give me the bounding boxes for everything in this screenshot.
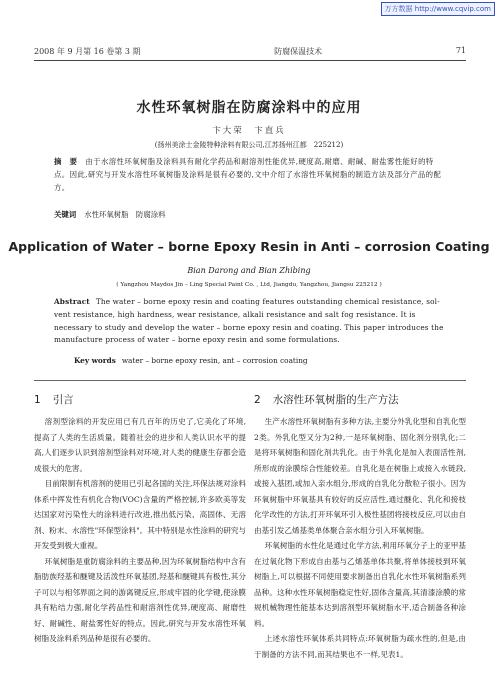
abstract-chinese (54, 155, 448, 194)
section-title: 水溶性环氧树脂的生产方法 (272, 394, 399, 406)
column-left (34, 392, 246, 647)
keywords-english-text: water – borne epoxy resin, ant – corrosion coating (121, 356, 308, 365)
affiliation-chinese: (扬州美涂士金陵特种涂料有限公司,江苏扬州江都 225212) (154, 141, 344, 149)
paragraph: 溶剂型涂料的开发应用已有几百年的历史了,它美化了环境,提高了人类的生活质量。随着社会的进步和人类认识水平的提高,人们逐步认识到溶剂型涂料对环境,对人类的健康生存都会造成很大的危害。 (34, 417, 246, 473)
watermark-badge[interactable]: 万方数据 http://www.cqvip.com (381, 2, 495, 16)
affiliation-english: ( Yangzhou Maydos Jin – Ling Special Paint Co. , Ltd, Jiangdu, Yangzhou, Jiangsu 225212 ) (116, 282, 382, 288)
keywords-chinese-label: 关键词 (54, 210, 77, 219)
page-number: 71 (455, 46, 466, 55)
paragraph: 目前限制有机溶剂的使用已引起各国的关注,环保法规对涂料体系中挥发性有机化合物(VOC)含量的严格控制,许多欧美等发达国家对污染性大的涂料进行改进,推出低污染、高固体、无溶剂、粉末、水溶性"环保型涂料"。其中特别是水性涂料的研究与开发受到极大重视。 (34, 479, 247, 550)
paragraph: 环氧树脂是重防腐涂料的主要品种,因为环氧树脂结构中含有脂肪族羟基和醚键及活泼性环氧基团,羟基和醚键具有极性,其分子可以与相邻界面之间的游离键反应,形成牢固的化学键,使涂膜具有粘结力强,耐化学药品性和耐溶剂性优异,硬度高、耐磨性好、耐碱性、耐盐雾性好的特点。因此,研究与开发水溶性环氧树脂及涂料系列品种是很有必要的。 (34, 556, 246, 643)
abstract-english (54, 296, 448, 347)
keywords-chinese-text: 水性环氧树脂 防腐涂料 (84, 210, 166, 219)
authors-english: Bian Darong and Bian Zhibing (187, 266, 311, 275)
section-number: 1 (34, 394, 41, 406)
section-heading-production-method (254, 392, 466, 408)
section-divider (34, 380, 466, 381)
paragraph: 生产水溶性环氧树脂有多种方法,主要分外乳化型和自乳化型2类。外乳化型又分为2种,一是环氧树脂、固化剂分别乳化;二是将环氧树脂和固化剂共乳化。由于外乳化是加入表面活性剂,所形成的涂膜综合性能较差。自乳化是在树脂上或接入水链段,或接入基团,或加入亲水组分,形成的自乳化分散粒子很小。因为环氧树脂中环氧基具有较好的反应活性,通过醚化、乳化和接枝化学改性的方法,打开环氧环引入极性基团将接枝反应,可以由自由基引发乙烯基类单体聚合亲水组分引入环氧树脂。 (254, 417, 466, 535)
section-title: 引言 (52, 394, 74, 406)
section-number: 2 (254, 394, 261, 406)
keywords-chinese (54, 209, 166, 220)
title-english: Application of Water – borne Epoxy Resin in Anti – corrosion Coating (8, 239, 490, 254)
keywords-english-label: Key words (74, 356, 116, 365)
keywords-english (74, 356, 308, 365)
journal-name: 防腐保温技术 (274, 47, 323, 56)
issue-info: 2008 年 9 月第 16 卷第 3 期 (34, 47, 141, 56)
running-head (34, 46, 466, 61)
abstract-chinese-label: 摘 要 (54, 157, 78, 166)
abstract-english-text: The water – borne epoxy resin and coating features outstanding chemical resistance, sol-vent resistance, high hardness, wear resistance, alkali resistance and salt fog resistance. It is necessary to study and develop the water – borne epoxy resin and coating. This paper introduces the manufacture process of water – borne epoxy resin and some formulations. (54, 297, 444, 345)
title-chinese: 水性环氧树脂在防腐涂料中的应用 (136, 100, 362, 116)
column-right (254, 392, 466, 662)
paragraph: 上述水溶性环氧体系共同特点:环氧树脂为疏水性的,但是,由于制备的方法不同,而其结果也不一样,见表1。 (254, 634, 466, 659)
section-heading-introduction (34, 392, 246, 408)
authors-chinese: 卞大荣 卞直兵 (212, 126, 286, 136)
paragraph: 环氧树脂的水性化是通过化学方法,利用环氧分子上的亚甲基在过氧化物下形成自由基与乙烯基单体共聚,将单体接枝到环氧树脂上,可以根据不同使用要求制备出自乳化水性环氧树脂系列品种。这种水性环氧树脂稳定性好,固体含量高,其清漆涂膜的常规机械物理性能基本达到溶剂型环氧树脂水平,适合制备各种涂料。 (254, 541, 466, 628)
abstract-chinese-text: 由于水溶性环氧树脂及涂料具有耐化学药品和耐溶剂性能优异,硬度高,耐磨、耐碱、耐盐雾性能好的特点。因此,研究与开发水溶性环氧树脂及涂料是很有必要的,文中介绍了水溶性环氧树脂的制造方法及部分产品的配方。 (54, 157, 442, 192)
abstract-english-label: Abstract (54, 297, 90, 306)
